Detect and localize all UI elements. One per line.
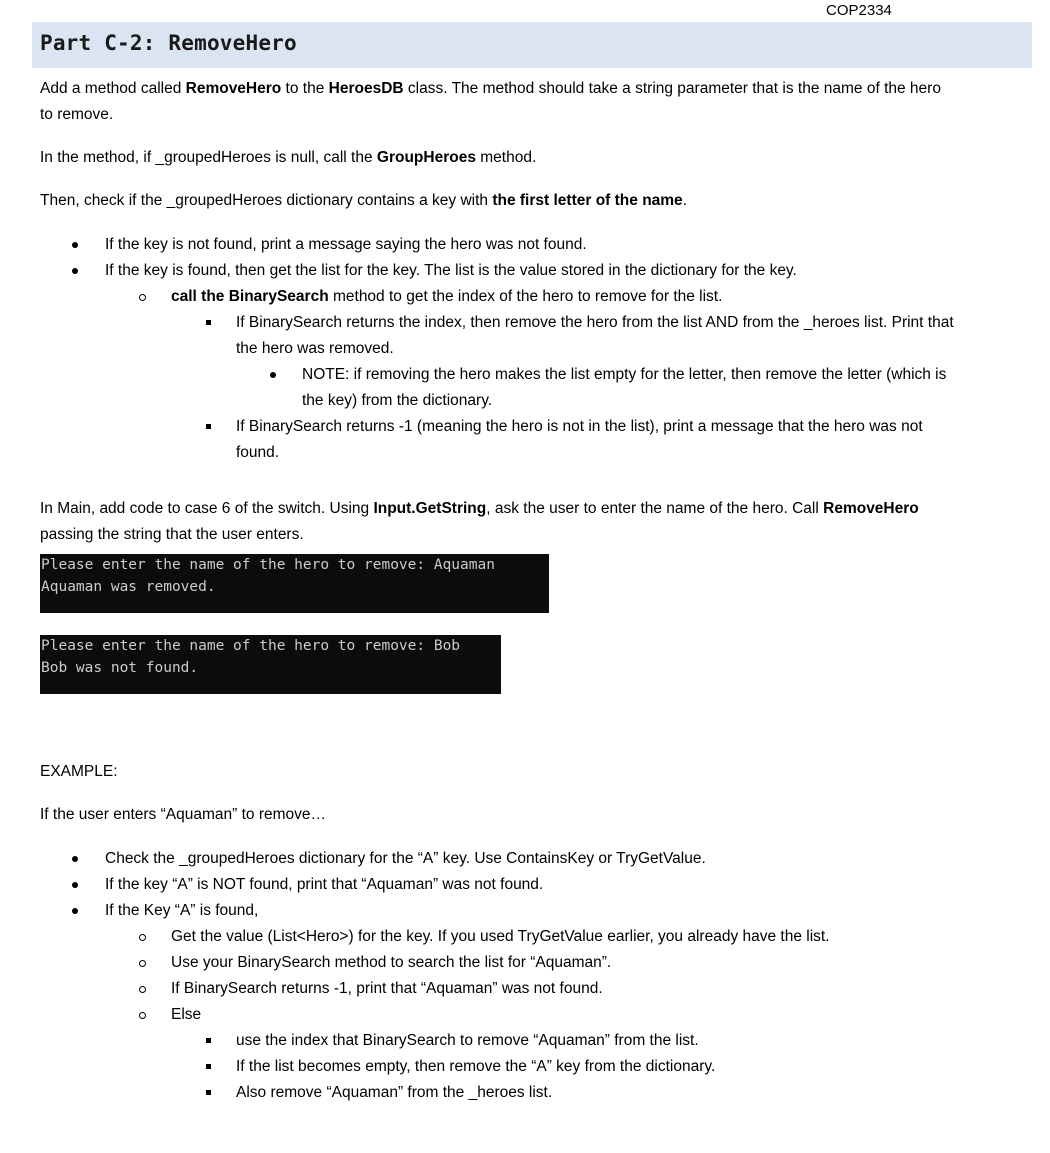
note-text: NOTE: if removing the hero makes the list empty for the letter, then remove the letter (which is: [302, 366, 947, 383]
console-line: Aquaman was removed.: [41, 579, 216, 595]
method-name: Input.GetString: [373, 500, 487, 517]
list-item-text: the hero was removed.: [236, 340, 394, 357]
circle-bullet-icon: [139, 1012, 146, 1019]
section-title: Part C-2: RemoveHero: [40, 31, 297, 55]
intro-text: to remove.: [40, 106, 114, 123]
console-line: Please enter the name of the hero to remove: Aquaman: [41, 557, 495, 573]
list-item: [40, 232, 1025, 258]
console-line: Please enter the name of the hero to remove: Bob: [41, 638, 461, 654]
main-text: In Main, add code to case 6 of the switch. Using: [40, 500, 374, 517]
list-item-text: Check the _groupedHeroes dictionary for the “A” key. Use ContainsKey or TryGetValue.: [105, 850, 706, 867]
example-list: [40, 846, 1025, 1106]
list-item-text: Also remove “Aquaman” from the _heroes list.: [236, 1084, 553, 1101]
list-item: [40, 414, 1025, 466]
intro-text: Then, check if the _groupedHeroes dictionary contains a key with: [40, 192, 493, 209]
list-item-text: found.: [236, 444, 280, 461]
console-output-2: [40, 635, 501, 694]
list-item-text: If the key “A” is NOT found, print that “Aquaman” was not found.: [105, 876, 544, 893]
main-text: , ask the user to enter the name of the hero. Call: [486, 500, 824, 517]
bullet-icon: [72, 908, 78, 914]
list-item: [40, 1002, 1025, 1028]
square-bullet-icon: [206, 320, 211, 325]
list-item-text: Use your BinarySearch method to search the list for “Aquaman”.: [171, 954, 612, 971]
list-item-text: If the list becomes empty, then remove the “A” key from the dictionary.: [236, 1058, 716, 1075]
class-name: HeroesDB: [328, 80, 404, 97]
square-bullet-icon: [206, 1090, 211, 1095]
list-item: [40, 284, 1025, 310]
bullet-icon: [72, 242, 78, 248]
list-item-text: If the key is found, then get the list for the key. The list is the value stored in the dictionary for the key.: [105, 262, 797, 279]
bullet-icon: [72, 856, 78, 862]
list-item: [40, 976, 1025, 1002]
intro-text: .: [682, 192, 687, 209]
list-item: [40, 898, 1025, 924]
circle-bullet-icon: [139, 934, 146, 941]
circle-bullet-icon: [139, 960, 146, 967]
list-item-text: use the index that BinarySearch to remove “Aquaman” from the list.: [236, 1032, 699, 1049]
list-item: [40, 362, 1025, 414]
list-item: [40, 846, 1025, 872]
intro-paragraph-2: [40, 145, 1025, 171]
emphasis-text: the first letter of the name: [492, 192, 683, 209]
list-item: [40, 950, 1025, 976]
list-item: [40, 258, 1025, 284]
main-text: passing the string that the user enters.: [40, 526, 304, 543]
square-bullet-icon: [206, 1038, 211, 1043]
bullet-icon: [72, 268, 78, 274]
intro-text: method.: [475, 149, 537, 166]
example-label: EXAMPLE:: [40, 763, 118, 780]
list-item-text: Else: [171, 1006, 202, 1023]
list-item: [40, 1080, 1025, 1106]
example-intro: If the user enters “Aquaman” to remove…: [40, 806, 327, 823]
square-bullet-icon: [206, 424, 211, 429]
main-instructions: [40, 496, 1025, 548]
list-item-text: method to get the index of the hero to remove for the list.: [328, 288, 723, 305]
console-line: Bob was not found.: [41, 660, 199, 676]
list-item: [40, 310, 1025, 362]
square-bullet-icon: [206, 1064, 211, 1069]
method-name: RemoveHero: [823, 500, 919, 517]
list-item-text: If BinarySearch returns -1, print that “Aquaman” was not found.: [171, 980, 603, 997]
intro-paragraph-1: [40, 76, 1025, 128]
list-item-text: If the Key “A” is found,: [105, 902, 259, 919]
intro-text: Add a method called: [40, 80, 186, 97]
emphasis-text: call the BinarySearch: [171, 288, 329, 305]
intro-paragraph-3: [40, 188, 1025, 214]
step-list: [40, 232, 1025, 466]
intro-text: class. The method should take a string parameter that is the name of the hero: [403, 80, 941, 97]
course-code: COP2334: [826, 2, 892, 19]
list-item: [40, 872, 1025, 898]
list-item-text: If BinarySearch returns -1 (meaning the hero is not in the list), print a message that the hero was not: [236, 418, 923, 435]
method-name: RemoveHero: [185, 80, 282, 97]
circle-bullet-icon: [139, 986, 146, 993]
intro-text: to the: [281, 80, 329, 97]
intro-text: In the method, if _groupedHeroes is null, call the: [40, 149, 377, 166]
circle-bullet-icon: [139, 294, 146, 301]
bullet-icon: [72, 882, 78, 888]
list-item-text: If BinarySearch returns the index, then remove the hero from the list AND from the _heroes list. Print that: [236, 314, 954, 331]
list-item-text: If the key is not found, print a message saying the hero was not found.: [105, 236, 587, 253]
console-output-1: [40, 554, 549, 613]
list-item: [40, 1054, 1025, 1080]
list-item-text: Get the value (List<Hero>) for the key. If you used TryGetValue earlier, you already have the list.: [171, 928, 830, 945]
method-name: GroupHeroes: [376, 149, 476, 166]
document-body: [40, 76, 1025, 548]
bullet-icon: [270, 372, 276, 378]
example-section: [40, 759, 1025, 1106]
list-item: [40, 1028, 1025, 1054]
section-heading-band: [32, 22, 1032, 68]
note-text: the key) from the dictionary.: [302, 392, 493, 409]
list-item: [40, 924, 1025, 950]
